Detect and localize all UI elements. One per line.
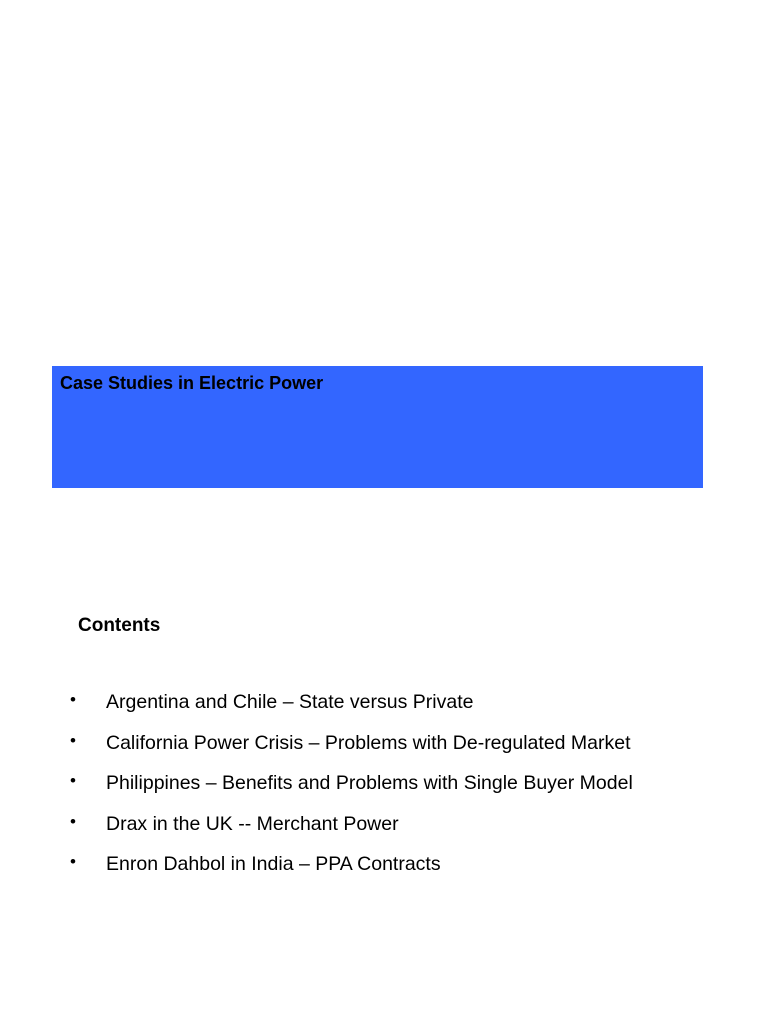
- list-item-text: Argentina and Chile – State versus Private: [106, 691, 474, 713]
- contents-list: [0, 688, 768, 891]
- list-item-text: California Power Crisis – Problems with De-regulated Market: [106, 731, 631, 754]
- slide-title: Case Studies in Electric Power: [60, 373, 324, 393]
- list-item-text: Enron Dahbol in India – PPA Contracts: [106, 853, 441, 875]
- list-item: [0, 688, 768, 729]
- bullet-icon: •: [70, 811, 76, 831]
- list-item: [0, 769, 768, 810]
- bullet-icon: •: [70, 852, 76, 871]
- list-item: [0, 729, 768, 770]
- title-banner: [52, 366, 703, 488]
- bullet-icon: •: [70, 771, 76, 790]
- list-item: [0, 850, 768, 891]
- contents-heading: Contents: [78, 615, 161, 636]
- list-item-text: Philippines – Benefits and Problems with Single Buyer Model: [106, 772, 633, 794]
- list-item: [0, 810, 768, 851]
- bullet-icon: •: [70, 690, 76, 709]
- list-item-text: Drax in the UK -- Merchant Power: [106, 812, 399, 835]
- bullet-icon: •: [70, 730, 76, 750]
